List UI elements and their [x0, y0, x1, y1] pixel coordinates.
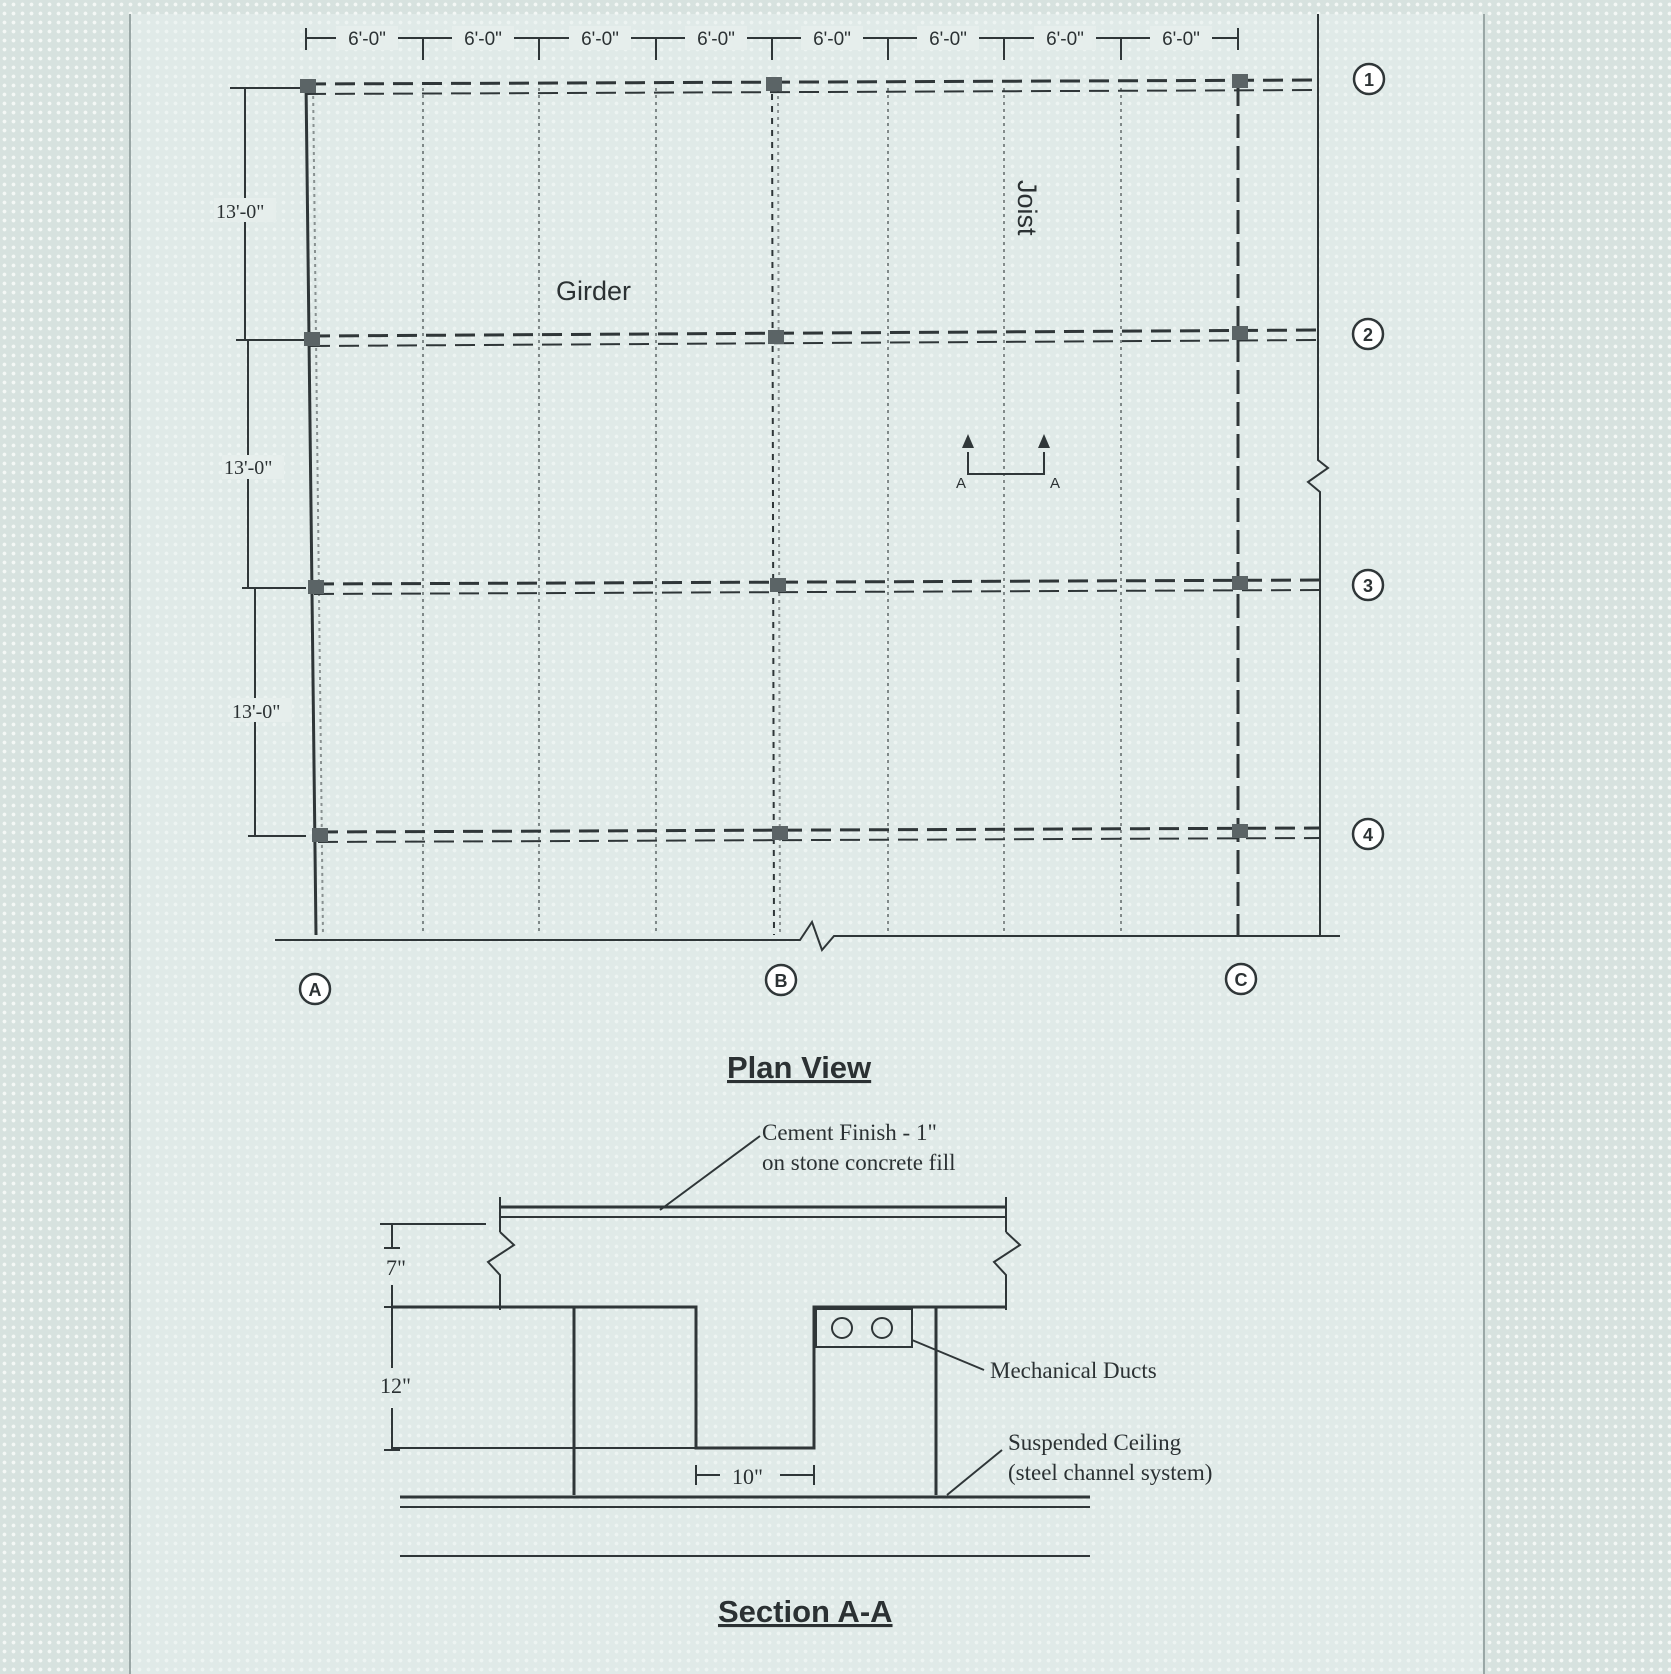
note-mechanical-ducts: Mechanical Ducts: [990, 1358, 1157, 1383]
mechanical-ducts: [816, 1309, 984, 1370]
joist-label: Joist: [1012, 180, 1042, 236]
grid-bubble-c: [1226, 964, 1256, 994]
note-finish-line2: on stone concrete fill: [762, 1150, 956, 1175]
dim-h-5: 6'-0": [813, 29, 851, 50]
dim-h-8: 6'-0": [1162, 29, 1200, 50]
slab: [488, 1197, 1020, 1310]
left-dimension-string: [214, 88, 306, 836]
plan-view: [214, 14, 1384, 1085]
section-mark-left: A: [956, 475, 967, 492]
girder-label: Girder: [556, 276, 632, 306]
svg-text:A: A: [308, 980, 322, 1000]
girders: [306, 80, 1320, 842]
grid-bubble-a: [300, 974, 330, 1004]
dim-h-7: 6'-0": [1046, 29, 1084, 50]
dim-slab-thickness: 7": [386, 1255, 406, 1280]
bottom-edge-break-line: [275, 922, 1340, 950]
svg-text:C: C: [1234, 970, 1248, 990]
dim-h-2: 6'-0": [464, 29, 502, 50]
top-dimension-string: [306, 26, 1238, 60]
svg-text:3: 3: [1362, 576, 1374, 596]
dim-v-1: 13'-0": [216, 201, 265, 223]
dim-h-3: 6'-0": [581, 29, 619, 50]
svg-text:4: 4: [1362, 825, 1374, 845]
beam-profile: [392, 1307, 1006, 1448]
section-title: Section A-A: [718, 1594, 893, 1629]
dim-beam-depth: 12": [380, 1373, 411, 1398]
svg-text:2: 2: [1362, 325, 1374, 345]
dim-h-1: 6'-0": [348, 29, 386, 50]
note-ceiling-line2: (steel channel system): [1008, 1460, 1213, 1485]
section-cut-mark: [956, 434, 1060, 492]
dim-beam-width: 10": [732, 1464, 763, 1489]
right-edge-break-line: [1308, 14, 1328, 935]
note-ceiling-line1: Suspended Ceiling: [1008, 1430, 1182, 1455]
dim-v-2: 13'-0": [224, 457, 273, 479]
finish-leader: [660, 1136, 760, 1210]
plan-view-title: Plan View: [727, 1050, 872, 1085]
section-mark-right: A: [1050, 475, 1061, 492]
grid-bubble-2: [1353, 319, 1383, 349]
dim-h-6: 6'-0": [929, 29, 967, 50]
grid-bubble-1: [1354, 64, 1384, 94]
grid-bubble-4: [1353, 819, 1383, 849]
column-lines: [306, 82, 1238, 935]
grid-bubble-b: [766, 965, 796, 995]
grid-bubble-3: [1353, 570, 1383, 600]
note-finish-line1: Cement Finish - 1": [762, 1120, 937, 1145]
columns: [300, 74, 1248, 842]
dim-v-3: 13'-0": [232, 701, 281, 723]
svg-text:1: 1: [1363, 70, 1375, 90]
dim-h-4: 6'-0": [697, 29, 735, 50]
section-a-a: [380, 1120, 1212, 1629]
svg-text:B: B: [774, 971, 788, 991]
